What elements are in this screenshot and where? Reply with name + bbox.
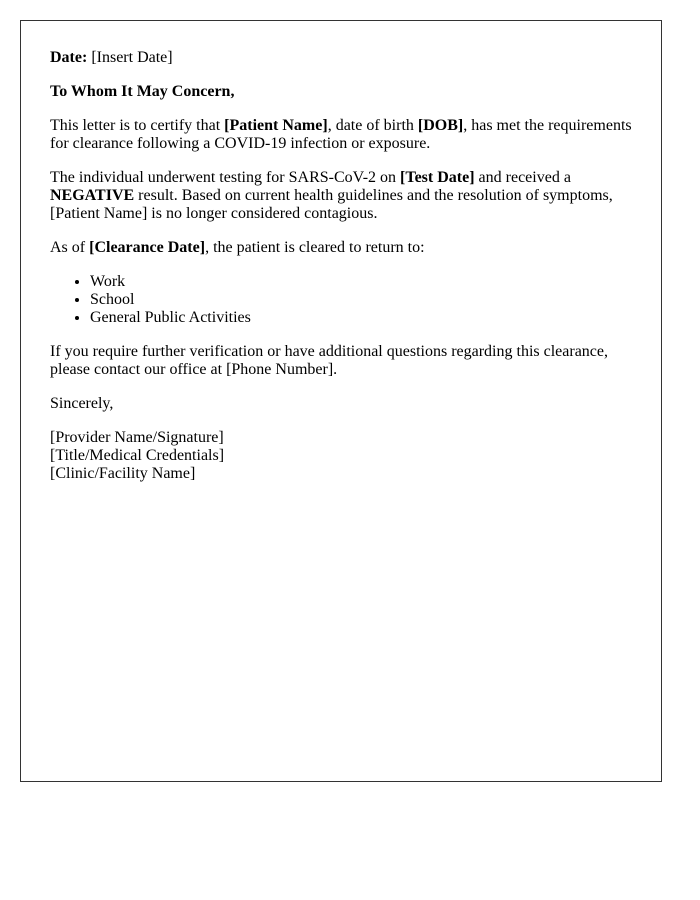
date-line: [50, 49, 640, 67]
test-date: [Test Date]: [400, 169, 475, 186]
certification-paragraph: [50, 117, 640, 153]
text: , the patient is cleared to return to:: [205, 239, 425, 256]
test-result: NEGATIVE: [50, 187, 135, 204]
text: result. Based on current health guidelines and the resolution of symptoms, [Patient Name] is no longer considered contagious.: [50, 187, 613, 222]
patient-name: [Patient Name]: [224, 117, 328, 134]
text: This letter is to certify that: [50, 117, 225, 134]
list-item: • School: [90, 291, 640, 309]
facility-name: [Clinic/Facility Name]: [50, 465, 196, 482]
provider-title: [Title/Medical Credentials]: [50, 447, 225, 464]
text: and received a: [474, 169, 571, 186]
list-item: • General Public Activities: [90, 309, 640, 327]
dob: [DOB]: [417, 117, 464, 134]
provider-name: [Provider Name/Signature]: [50, 429, 224, 446]
date-label: Date:: [50, 49, 88, 66]
text: The individual underwent testing for SARS-CoV-2 on: [50, 169, 401, 186]
test-paragraph: [50, 169, 640, 223]
return-list: [50, 273, 640, 327]
clearance-paragraph: [50, 239, 640, 257]
list-item: • Work: [90, 273, 640, 291]
salutation: [50, 83, 640, 101]
letter-page: [20, 20, 662, 782]
date-value: [Insert Date]: [87, 49, 173, 66]
text: , has met the requirements for clearance following a COVID-19 infection or exposure.: [50, 117, 632, 152]
signature-block: [50, 429, 640, 483]
clearance-date: [Clearance Date]: [89, 239, 206, 256]
letter-body: [50, 49, 640, 483]
closing: Sincerely,: [50, 395, 114, 412]
salutation-text: To Whom It May Concern,: [50, 83, 235, 100]
contact-paragraph: If you require further verification or have additional questions regarding this clearance, please contact our office at [Phone Number].: [50, 343, 608, 378]
text: As of: [50, 239, 90, 256]
text: , date of birth: [327, 117, 418, 134]
